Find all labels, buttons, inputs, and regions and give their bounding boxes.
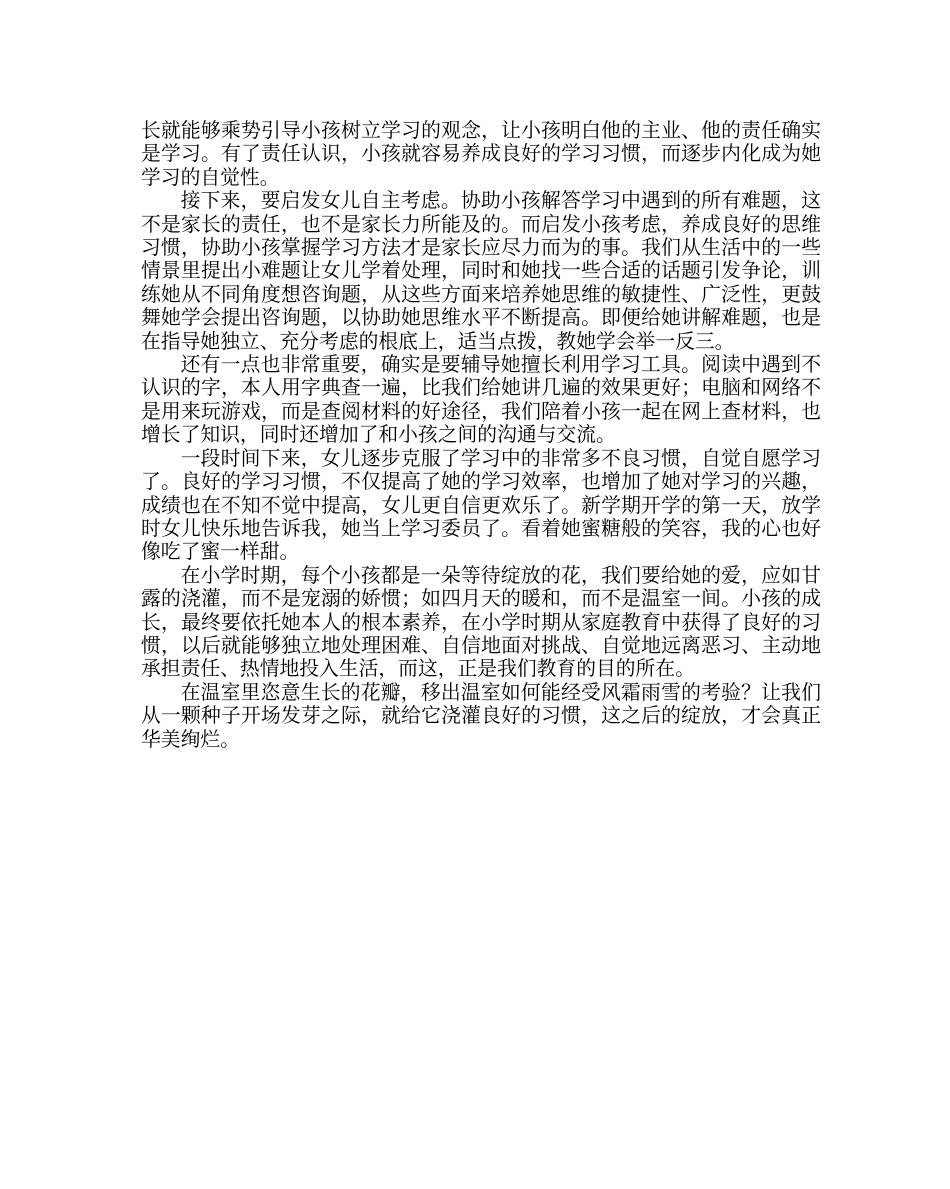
paragraph-1: 长就能够乘势引导小孩树立学习的观念，让小孩明白他的主业、他的责任确实是学习。有了责任认识，小孩就容易养成良好的学习习惯，而逐步内化成为她学习的自觉性。 [141,119,821,189]
paragraph-2: 接下来，要启发女儿自主考虑。协助小孩解答学习中遇到的所有难题，这不是家长的责任，也不是家长力所能及的。而启发小孩考虑，养成良好的思维习惯，协助小孩掌握学习方法才是家长应尽力而为的事。我们从生活中的一些情景里提出小难题让女儿学着处理，同时和她找一些合适的话题引发争论，训练她从不同角度想咨询题，从这些方面来培养她思维的敏捷性、广泛性，更鼓舞她学会提出咨询题，以协助她思维水平不断提高。即便给她讲解难题，也是在指导她独立、充分考虑的根底上，适当点拨，教她学会举一反三。 [141,189,821,353]
paragraph-6: 在温室里恣意生长的花瓣，移出温室如何能经受风霜雨雪的考验？让我们从一颗种子开场发芽之际，就给它浇灌良好的习惯，这之后的绽放，才会真正华美绚烂。 [141,680,821,751]
paragraph-4: 一段时间下来，女儿逐步克服了学习中的非常多不良习惯，自觉自愿学习了。良好的学习习惯，不仅提高了她的学习效率，也增加了她对学习的兴趣，成绩也在不知不觉中提高，女儿更自信更欢乐了。新学期开学的第一天，放学时女儿快乐地告诉我，她当上学习委员了。看着她蜜糖般的笑容，我的心也好像吃了蜜一样甜。 [141,446,821,564]
paragraph-3: 还有一点也非常重要，确实是要辅导她擅长利用学习工具。阅读中遇到不认识的字，本人用字典查一遍，比我们给她讲几遍的效果更好；电脑和网络不是用来玩游戏，而是查阅材料的好途径，我们陪着小孩一起在网上查材料，也增长了知识，同时还增加了和小孩之间的沟通与交流。 [141,353,821,447]
paragraph-5: 在小学时期，每个小孩都是一朵等待绽放的花，我们要给她的爱，应如甘露的浇灌，而不是宠溺的娇惯；如四月天的暖和，而不是温室一间。小孩的成长，最终要依托她本人的根本素养，在小学时期从家庭教育中获得了良好的习惯，以后就能够独立地处理困难、自信地面对挑战、自觉地远离恶习、主动地承担责任、热情地投入生活，而这，正是我们教育的目的所在。 [141,563,821,681]
document-body [141,119,821,751]
